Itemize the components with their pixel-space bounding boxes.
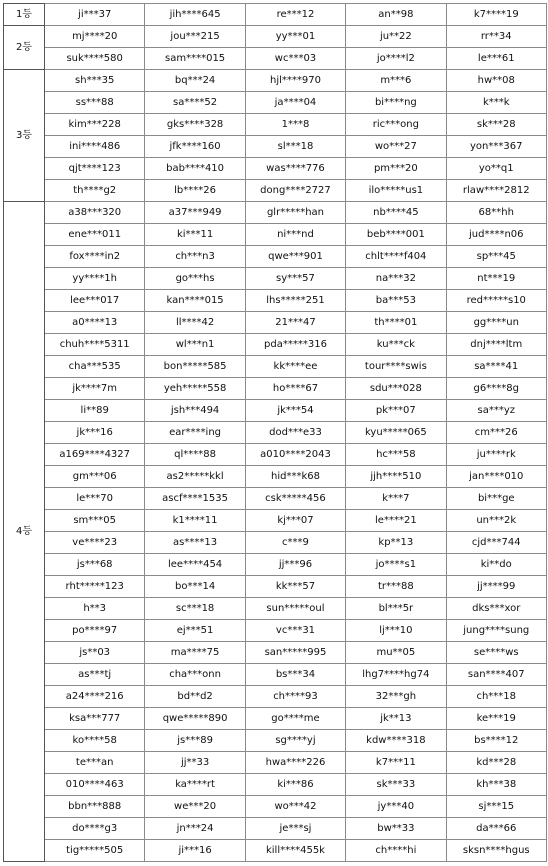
winner-id-cell: th****g2 [45, 180, 145, 202]
winner-id-cell: jo****s1 [346, 554, 446, 576]
winner-id-cell: jk****7m [45, 378, 145, 400]
winner-id-cell: bd**d2 [145, 686, 245, 708]
winner-id-cell: sa***yz [446, 400, 546, 422]
winner-id-cell: go****me [245, 708, 345, 730]
winner-id-cell: jj***96 [245, 554, 345, 576]
table-row [4, 312, 547, 334]
winner-id-cell: bon*****585 [145, 356, 245, 378]
winner-id-cell: a24****216 [45, 686, 145, 708]
table-row [4, 26, 547, 48]
winner-id-cell: ho****67 [245, 378, 345, 400]
winner-id-cell: 68**hh [446, 202, 546, 224]
winner-id-cell: je***sj [245, 818, 345, 840]
table-row [4, 48, 547, 70]
winner-id-cell: sc***18 [145, 598, 245, 620]
winner-id-cell: cha***onn [145, 664, 245, 686]
table-row [4, 532, 547, 554]
table-row [4, 554, 547, 576]
winner-id-cell: js***89 [145, 730, 245, 752]
winner-id-cell: ji***16 [145, 840, 245, 862]
winner-id-cell: bs****12 [446, 730, 546, 752]
winner-id-cell: tr***88 [346, 576, 446, 598]
winner-id-cell: po****97 [45, 620, 145, 642]
winner-id-cell: yon***367 [446, 136, 546, 158]
winner-id-cell: k***7 [346, 488, 446, 510]
winner-id-cell: lj***10 [346, 620, 446, 642]
winner-id-cell: le***70 [45, 488, 145, 510]
winner-id-cell: jn***24 [145, 818, 245, 840]
winner-id-cell: js**03 [45, 642, 145, 664]
winner-id-cell: wl***n1 [145, 334, 245, 356]
winner-id-cell: re***12 [245, 4, 345, 26]
winner-id-cell: bbn***888 [45, 796, 145, 818]
table-row [4, 224, 547, 246]
winner-id-cell: dod***e33 [245, 422, 345, 444]
winner-id-cell: sdu***028 [346, 378, 446, 400]
winner-id-cell: rr**34 [446, 26, 546, 48]
winner-id-cell: jung****sung [446, 620, 546, 642]
winner-id-cell: jih****645 [145, 4, 245, 26]
winner-id-cell: bi****ng [346, 92, 446, 114]
winner-id-cell: ki***86 [245, 774, 345, 796]
table-row [4, 114, 547, 136]
winner-id-cell: jk**13 [346, 708, 446, 730]
winner-id-cell: jsh***494 [145, 400, 245, 422]
table-row [4, 708, 547, 730]
winner-id-cell: mu**05 [346, 642, 446, 664]
winner-id-cell: mj****20 [45, 26, 145, 48]
winner-id-cell: a0****13 [45, 312, 145, 334]
winner-id-cell: lhs*****251 [245, 290, 345, 312]
winner-id-cell: ju****rk [446, 444, 546, 466]
winner-id-cell: lee***017 [45, 290, 145, 312]
winner-id-cell: ka****rt [145, 774, 245, 796]
winner-id-cell: rlaw****2812 [446, 180, 546, 202]
winner-id-cell: sy***57 [245, 268, 345, 290]
winner-id-cell: san*****995 [245, 642, 345, 664]
winner-id-cell: tig*****505 [45, 840, 145, 862]
winner-id-cell: beb****001 [346, 224, 446, 246]
winner-id-cell: sa****52 [145, 92, 245, 114]
winner-id-cell: cjd***744 [446, 532, 546, 554]
winner-id-cell: jk***54 [245, 400, 345, 422]
winner-id-cell: ke***19 [446, 708, 546, 730]
winner-id-cell: cha***535 [45, 356, 145, 378]
winner-id-cell: we***20 [145, 796, 245, 818]
winner-id-cell: li**89 [45, 400, 145, 422]
winner-id-cell: bab****410 [145, 158, 245, 180]
winner-id-cell: se****ws [446, 642, 546, 664]
winner-id-cell: ss***88 [45, 92, 145, 114]
winner-id-cell: bw**33 [346, 818, 446, 840]
winner-id-cell: ll****42 [145, 312, 245, 334]
table-row [4, 510, 547, 532]
table-row [4, 92, 547, 114]
winner-id-cell: wo***42 [245, 796, 345, 818]
winner-id-cell: qwe*****890 [145, 708, 245, 730]
table-row [4, 840, 547, 862]
table-row [4, 686, 547, 708]
winner-id-cell: ql****88 [145, 444, 245, 466]
winner-id-cell: jk***16 [45, 422, 145, 444]
winner-id-cell: yy***01 [245, 26, 345, 48]
winner-id-cell: kp**13 [346, 532, 446, 554]
winner-id-cell: dnj****ltm [446, 334, 546, 356]
winner-id-cell: ki***11 [145, 224, 245, 246]
winner-id-cell: bi***ge [446, 488, 546, 510]
winner-id-cell: nt***19 [446, 268, 546, 290]
winner-id-cell: as****13 [145, 532, 245, 554]
winner-id-cell: bo***14 [145, 576, 245, 598]
winner-id-cell: sm***05 [45, 510, 145, 532]
winner-id-cell: kill****455k [245, 840, 345, 862]
winner-id-cell: lee****454 [145, 554, 245, 576]
winner-id-cell: vc***31 [245, 620, 345, 642]
winner-id-cell: kan****015 [145, 290, 245, 312]
winner-id-cell: lb****26 [145, 180, 245, 202]
table-row [4, 268, 547, 290]
winner-id-cell: ch****hi [346, 840, 446, 862]
winner-id-cell: ini****486 [45, 136, 145, 158]
table-row [4, 70, 547, 92]
winners-table [3, 3, 547, 862]
winner-id-cell: ksa***777 [45, 708, 145, 730]
winner-id-cell: gks****328 [145, 114, 245, 136]
winner-id-cell: sg****yj [245, 730, 345, 752]
winner-id-cell: ba***53 [346, 290, 446, 312]
winner-id-cell: jfk****160 [145, 136, 245, 158]
winner-id-cell: ku***ck [346, 334, 446, 356]
winner-id-cell: bq***24 [145, 70, 245, 92]
winner-id-cell: a38***320 [45, 202, 145, 224]
table-row [4, 180, 547, 202]
winner-id-cell: le***61 [446, 48, 546, 70]
winner-id-cell: ja****04 [245, 92, 345, 114]
winner-id-cell: hwa****226 [245, 752, 345, 774]
winner-id-cell: lhg7****hg74 [346, 664, 446, 686]
winner-id-cell: ear****ing [145, 422, 245, 444]
table-row [4, 598, 547, 620]
winner-id-cell: k7****19 [446, 4, 546, 26]
winner-id-cell: ki**do [446, 554, 546, 576]
winner-id-cell: sp***45 [446, 246, 546, 268]
winner-id-cell: kyu*****065 [346, 422, 446, 444]
table-row [4, 488, 547, 510]
winner-id-cell: a37***949 [145, 202, 245, 224]
winner-id-cell: hw**08 [446, 70, 546, 92]
winner-id-cell: kim***228 [45, 114, 145, 136]
winner-id-cell: h**3 [45, 598, 145, 620]
winner-id-cell: ej***51 [145, 620, 245, 642]
winner-id-cell: was****776 [245, 158, 345, 180]
winner-id-cell: as2*****kkl [145, 466, 245, 488]
table-row [4, 796, 547, 818]
winner-id-cell: qjt****123 [45, 158, 145, 180]
winner-id-cell: hid***k68 [245, 466, 345, 488]
winner-id-cell: sl***18 [245, 136, 345, 158]
table-row [4, 664, 547, 686]
winner-id-cell: k7***11 [346, 752, 446, 774]
winner-id-cell: sam****015 [145, 48, 245, 70]
winner-id-cell: qwe***901 [245, 246, 345, 268]
winner-id-cell: ch***n3 [145, 246, 245, 268]
table-row [4, 466, 547, 488]
table-row [4, 356, 547, 378]
winner-id-cell: bs***34 [245, 664, 345, 686]
table-row [4, 444, 547, 466]
winner-id-cell: c***9 [245, 532, 345, 554]
winner-id-cell: pda*****316 [245, 334, 345, 356]
table-row [4, 818, 547, 840]
winner-id-cell: jj**33 [145, 752, 245, 774]
winner-id-cell: 1***8 [245, 114, 345, 136]
winner-id-cell: k***k [446, 92, 546, 114]
winner-id-cell: da***66 [446, 818, 546, 840]
winner-id-cell: jy***40 [346, 796, 446, 818]
winner-id-cell: js***68 [45, 554, 145, 576]
winner-id-cell: jou***215 [145, 26, 245, 48]
winner-id-cell: sj***15 [446, 796, 546, 818]
winner-id-cell: chuh****5311 [45, 334, 145, 356]
winner-id-cell: kd***28 [446, 752, 546, 774]
winner-id-cell: kdw****318 [346, 730, 446, 752]
winner-id-cell: 010****463 [45, 774, 145, 796]
winner-id-cell: san****407 [446, 664, 546, 686]
winner-id-cell: ve****23 [45, 532, 145, 554]
winner-id-cell: 21***47 [245, 312, 345, 334]
table-row [4, 422, 547, 444]
winner-id-cell: go***hs [145, 268, 245, 290]
winner-id-cell: na***32 [346, 268, 446, 290]
table-row [4, 378, 547, 400]
winner-id-cell: an**98 [346, 4, 446, 26]
rank-label: 2등 [4, 26, 45, 70]
winner-id-cell: csk*****456 [245, 488, 345, 510]
table-row [4, 158, 547, 180]
table-row [4, 334, 547, 356]
winner-id-cell: sa****41 [446, 356, 546, 378]
winner-id-cell: jj****99 [446, 576, 546, 598]
rank-label: 3등 [4, 70, 45, 202]
table-row [4, 202, 547, 224]
winner-id-cell: glr*****han [245, 202, 345, 224]
table-row [4, 576, 547, 598]
winner-id-cell: gg****un [446, 312, 546, 334]
winner-id-cell: gm***06 [45, 466, 145, 488]
winner-id-cell: a169****4327 [45, 444, 145, 466]
winner-id-cell: jan****010 [446, 466, 546, 488]
winner-id-cell: kk****ee [245, 356, 345, 378]
winner-id-cell: un***2k [446, 510, 546, 532]
winner-id-cell: hjl****970 [245, 70, 345, 92]
winner-id-cell: sh***35 [45, 70, 145, 92]
winner-id-cell: fox****in2 [45, 246, 145, 268]
winner-id-cell: do****g3 [45, 818, 145, 840]
winner-id-cell: hc***58 [346, 444, 446, 466]
table-row [4, 246, 547, 268]
winner-id-cell: ji***37 [45, 4, 145, 26]
winner-id-cell: as***tj [45, 664, 145, 686]
winner-id-cell: pk***07 [346, 400, 446, 422]
table-row [4, 730, 547, 752]
winner-id-cell: suk****580 [45, 48, 145, 70]
table-row [4, 400, 547, 422]
winner-id-cell: g6****8g [446, 378, 546, 400]
winner-id-cell: ch****93 [245, 686, 345, 708]
winner-id-cell: th****01 [346, 312, 446, 334]
winner-id-cell: kk***57 [245, 576, 345, 598]
winner-id-cell: ch***18 [446, 686, 546, 708]
winner-id-cell: bl***5r [346, 598, 446, 620]
winner-id-cell: yy****1h [45, 268, 145, 290]
winner-id-cell: sun*****oul [245, 598, 345, 620]
winner-id-cell: wc***03 [245, 48, 345, 70]
winner-id-cell: ko****58 [45, 730, 145, 752]
rank-label: 4등 [4, 202, 45, 862]
winner-id-cell: cm***26 [446, 422, 546, 444]
winner-id-cell: tour****swis [346, 356, 446, 378]
winner-id-cell: ilo*****us1 [346, 180, 446, 202]
winner-id-cell: a010****2043 [245, 444, 345, 466]
rank-label: 1등 [4, 4, 45, 26]
winner-id-cell: chlt****f404 [346, 246, 446, 268]
winner-id-cell: k1****11 [145, 510, 245, 532]
winner-id-cell: ascf****1535 [145, 488, 245, 510]
winner-id-cell: te***an [45, 752, 145, 774]
winner-id-cell: wo***27 [346, 136, 446, 158]
winner-id-cell: sk***28 [446, 114, 546, 136]
winner-id-cell: sk***33 [346, 774, 446, 796]
winners-table-body [4, 4, 547, 862]
winner-id-cell: pm***20 [346, 158, 446, 180]
winner-id-cell: yo**q1 [446, 158, 546, 180]
winner-id-cell: kh***38 [446, 774, 546, 796]
winner-id-cell: sksn****hgus [446, 840, 546, 862]
winner-id-cell: rht*****123 [45, 576, 145, 598]
table-row [4, 642, 547, 664]
winner-id-cell: kj***07 [245, 510, 345, 532]
winner-id-cell: jjh****510 [346, 466, 446, 488]
winner-id-cell: jo****l2 [346, 48, 446, 70]
winner-id-cell: yeh*****558 [145, 378, 245, 400]
table-row [4, 752, 547, 774]
winner-id-cell: dong****2727 [245, 180, 345, 202]
winner-id-cell: ene***011 [45, 224, 145, 246]
winner-id-cell: ma****75 [145, 642, 245, 664]
winner-id-cell: 32***gh [346, 686, 446, 708]
winner-id-cell: ju**22 [346, 26, 446, 48]
table-row [4, 136, 547, 158]
winner-id-cell: red*****s10 [446, 290, 546, 312]
table-row [4, 4, 547, 26]
winner-id-cell: jud****n06 [446, 224, 546, 246]
winner-id-cell: le****21 [346, 510, 446, 532]
winner-id-cell: nb****45 [346, 202, 446, 224]
winner-id-cell: ni***nd [245, 224, 345, 246]
table-row [4, 290, 547, 312]
winner-id-cell: dks***xor [446, 598, 546, 620]
winner-id-cell: m***6 [346, 70, 446, 92]
table-row [4, 620, 547, 642]
winner-id-cell: ric***ong [346, 114, 446, 136]
table-row [4, 774, 547, 796]
